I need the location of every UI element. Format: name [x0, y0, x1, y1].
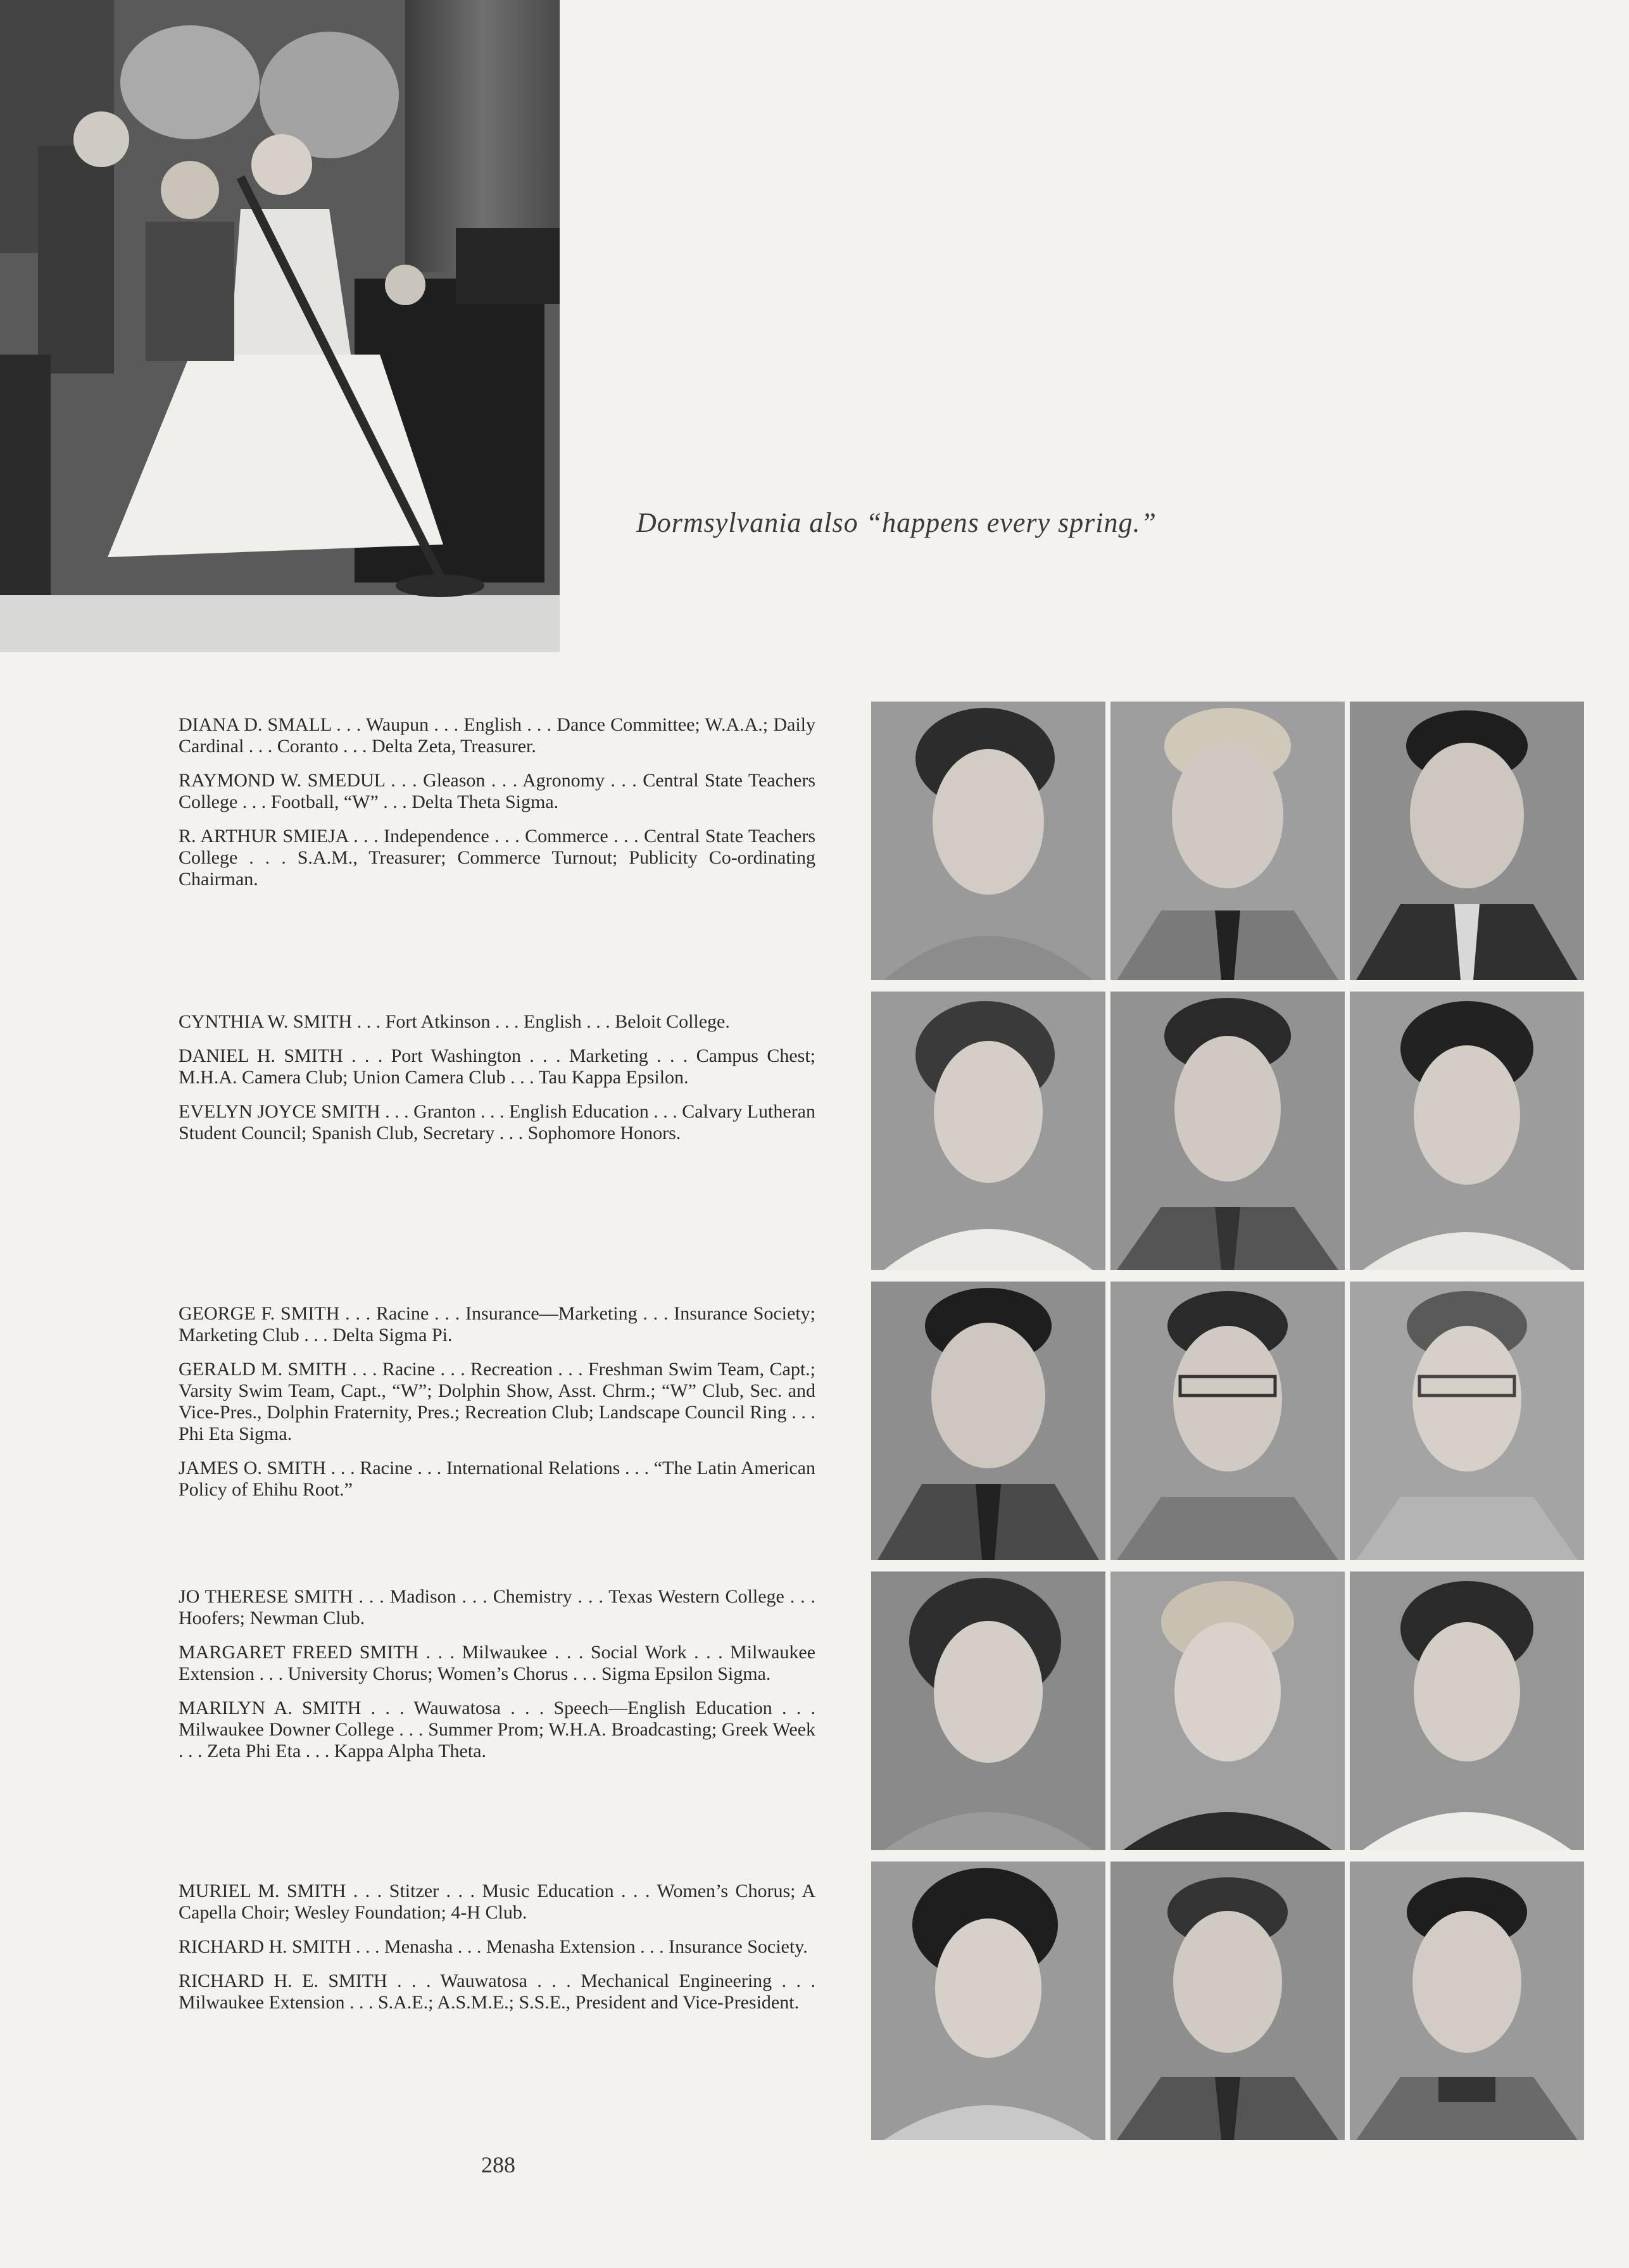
bio-entry: EVELYN JOYCE SMITH . . . Granton . . . English Education . . . Calvary Lutheran Student Council; Spanish Club, Secretary . . . Sophomore Honors. — [179, 1101, 815, 1143]
bio-group-5 — [179, 1881, 815, 2026]
bio-entry: RICHARD H. SMITH . . . Menasha . . . Menasha Extension . . . Insurance Society. — [179, 1936, 808, 1957]
stage-photograph — [0, 0, 560, 652]
portrait-photo — [871, 702, 1105, 980]
portrait-photo — [1350, 992, 1584, 1270]
bio-entry: GERALD M. SMITH . . . Racine . . . Recreation . . . Freshman Swim Team, Capt.; Varsity Swim Team, Capt., “W”; Dolphin Show, Asst. Chrm.; “W” Club, Sec. and Vice-Pres., Dolphin Fraternity, Pres.; Recreation Club; Landscape Council Ring . . . Phi Eta Sigma. — [179, 1359, 815, 1444]
bio-group-3 — [179, 1303, 815, 1513]
bio-entry: GEORGE F. SMITH . . . Racine . . . Insurance—Marketing . . . Insurance Society; Marketing Club . . . Delta Sigma Pi. — [179, 1303, 815, 1345]
portrait-photo — [1110, 1282, 1345, 1560]
portrait-photo — [1350, 1572, 1584, 1850]
bio-entry: R. ARTHUR SMIEJA . . . Independence . . . Commerce . . . Central State Teachers College . . . S.A.M., Treasurer; Commerce Turnout; Publicity Co-ordinating Chairman. — [179, 826, 815, 890]
portrait-row — [871, 992, 1584, 1270]
portrait-grid — [871, 702, 1584, 2144]
portrait-row — [871, 1282, 1584, 1560]
portrait-photo — [1350, 1282, 1584, 1560]
portrait-row — [871, 1862, 1584, 2140]
photo-caption: Dormsylvania also “happens every spring.” — [636, 507, 1157, 538]
bio-group-2 — [179, 1011, 815, 1157]
bio-entry: JAMES O. SMITH . . . Racine . . . International Relations . . . “The Latin American Policy of Ehihu Root.” — [179, 1458, 815, 1500]
portrait-photo — [1110, 1572, 1345, 1850]
bio-entry: RICHARD H. E. SMITH . . . Wauwatosa . . . Mechanical Engineering . . . Milwaukee Extension . . . S.A.E.; A.S.M.E.; S.S.E., President and Vice-President. — [179, 1970, 815, 2013]
bio-group-4 — [179, 1586, 815, 1775]
portrait-photo — [1110, 1862, 1345, 2140]
portrait-photo — [1350, 1862, 1584, 2140]
bio-entry: CYNTHIA W. SMITH . . . Fort Atkinson . . . English . . . Beloit College. — [179, 1011, 730, 1032]
portrait-photo — [871, 1862, 1105, 2140]
bio-entry: DANIEL H. SMITH . . . Port Washington . . . Marketing . . . Campus Chest; M.H.A. Camera Club; Union Camera Club . . . Tau Kappa Epsilon. — [179, 1045, 815, 1088]
portrait-photo — [1110, 992, 1345, 1270]
portrait-photo — [871, 992, 1105, 1270]
portrait-row — [871, 702, 1584, 980]
bio-entry: JO THERESE SMITH . . . Madison . . . Chemistry . . . Texas Western College . . . Hoofers; Newman Club. — [179, 1586, 815, 1629]
bio-entry: DIANA D. SMALL . . . Waupun . . . English . . . Dance Committee; W.A.A.; Daily Cardinal . . . Coranto . . . Delta Zeta, Treasurer. — [179, 714, 815, 757]
bio-entry: MURIEL M. SMITH . . . Stitzer . . . Music Education . . . Women’s Chorus; A Capella Choir; Wesley Foundation; 4-H Club. — [179, 1881, 815, 1923]
bio-group-1 — [179, 714, 815, 903]
portrait-photo — [871, 1282, 1105, 1560]
portrait-photo — [871, 1572, 1105, 1850]
portrait-photo — [1110, 702, 1345, 980]
bio-entry: RAYMOND W. SMEDUL . . . Gleason . . . Agronomy . . . Central State Teachers College . . . Football, “W” . . . Delta Theta Sigma. — [179, 770, 815, 812]
portrait-photo — [1350, 702, 1584, 980]
bio-entry: MARGARET FREED SMITH . . . Milwaukee . . . Social Work . . . Milwaukee Extension . . . University Chorus; Women’s Chorus . . . Sigma Epsilon Sigma. — [179, 1642, 815, 1684]
page-number: 288 — [481, 2152, 515, 2177]
bio-entry: MARILYN A. SMITH . . . Wauwatosa . . . Speech—English Education . . . Milwaukee Downer College . . . Summer Prom; W.H.A. Broadcasting; Greek Week . . . Zeta Phi Eta . . . Kappa Alpha Theta. — [179, 1698, 815, 1761]
portrait-row — [871, 1572, 1584, 1850]
